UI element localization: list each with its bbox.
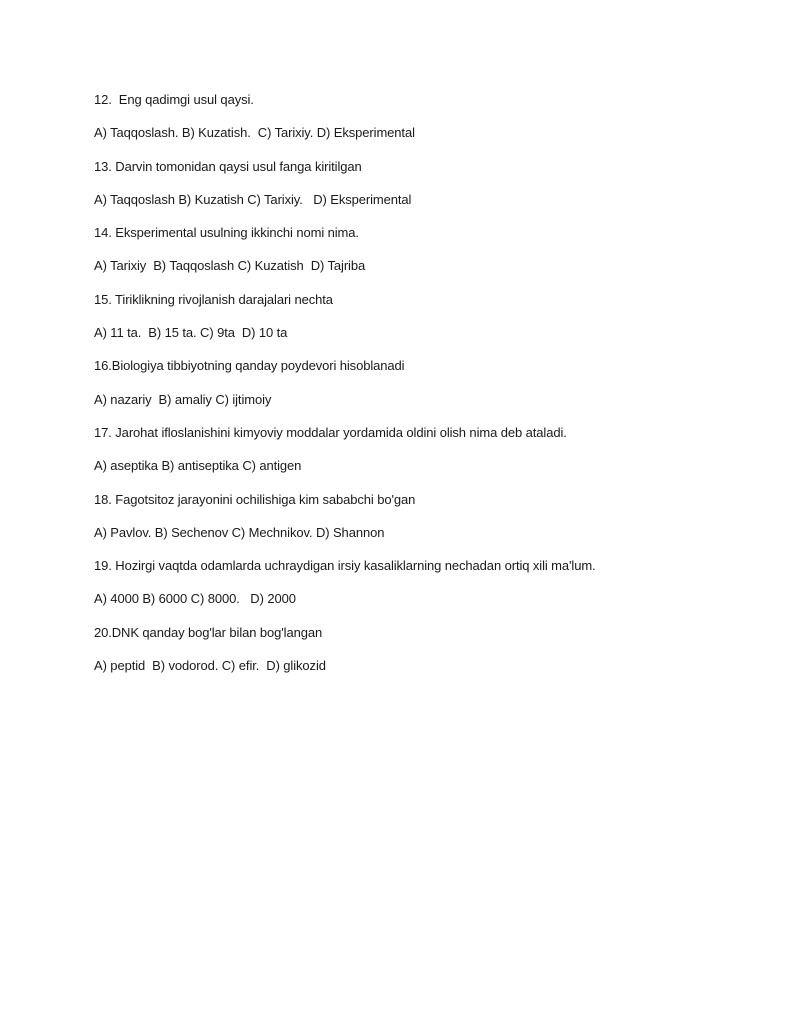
answers-12: A) Taqqoslash. B) Kuzatish. C) Tarixiy. D) Eksperimental: [94, 125, 415, 141]
answers-13: A) Taqqoslash B) Kuzatish C) Tarixiy. D) Eksperimental: [94, 191, 412, 207]
answers-20: A) peptid B) vodorod. C) efir. D) glikozid: [94, 658, 326, 674]
question-20: 20.DNK qanday bog'lar bilan bog'langan: [94, 624, 323, 640]
question-14: 14. Eksperimental usulning ikkinchi nomi nima.: [94, 225, 359, 241]
answers-15: A) 11 ta. B) 15 ta. C) 9ta D) 10 ta: [94, 325, 288, 341]
question-12: 12. Eng qadimgi usul qaysi.: [94, 92, 254, 107]
question-13: 13. Darvin tomonidan qaysi usul fanga kiritilgan: [94, 158, 362, 174]
answers-17: A) aseptika B) antiseptika C) antigen: [94, 458, 302, 474]
question-17: 17. Jarohat ifloslanishini kimyoviy moddalar yordamida oldini olish nima deb ataladi.: [94, 424, 567, 440]
question-15: 15. Tiriklikning rivojlanish darajalari nechta: [94, 291, 333, 307]
question-list: [94, 90, 734, 689]
question-19: 19. Hozirgi vaqtda odamlarda uchraydigan irsiy kasaliklarning nechadan ortiq xili ma'lum.: [94, 558, 596, 574]
answers-19: A) 4000 B) 6000 C) 8000. D) 2000: [94, 591, 296, 607]
question-16: 16.Biologiya tibbiyotning qanday poydevori hisoblanadi: [94, 358, 405, 374]
answers-16: A) nazariy B) amaliy C) ijtimoiy: [94, 391, 272, 407]
question-18: 18. Fagotsitoz jarayonini ochilishiga kim sababchi bo'gan: [94, 491, 416, 507]
answers-18: A) Pavlov. B) Sechenov C) Mechnikov. D) Shannon: [94, 524, 385, 540]
answers-14: A) Tarixiy B) Taqqoslash C) Kuzatish D) Tajriba: [94, 258, 366, 274]
